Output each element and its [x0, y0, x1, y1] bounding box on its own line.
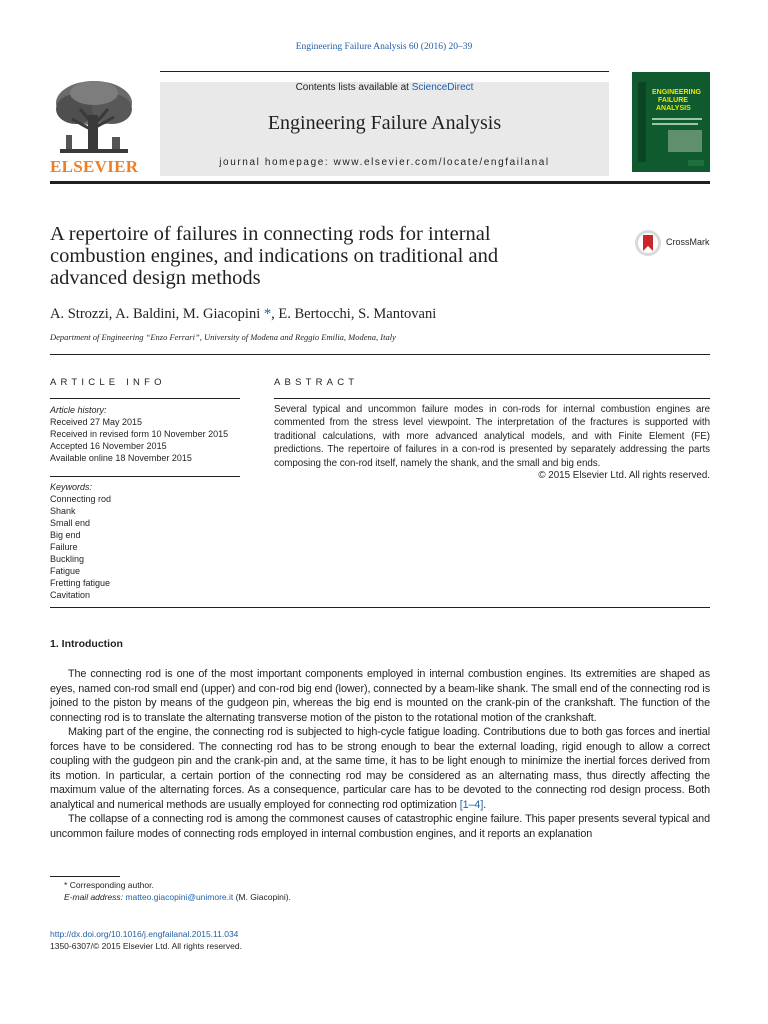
footnote-corresponding-text: Corresponding author. — [69, 880, 154, 890]
introduction-heading: 1. Introduction — [50, 638, 123, 650]
doi-block — [50, 929, 242, 952]
cover-title-3: ANALYSIS — [656, 105, 691, 112]
history-item: Received 27 May 2015 — [50, 417, 143, 427]
abstract-bottom-rule — [50, 607, 710, 608]
article-title: A repertoire of failures in connecting rods for internal combustion engines, and indications on traditional and advanced design methods — [50, 223, 499, 289]
paragraph — [50, 725, 710, 812]
abstract-heading: ABSTRACT — [274, 377, 359, 388]
article-info-rule — [50, 398, 240, 399]
email-name: (M. Giacopini). — [233, 891, 291, 902]
history-item: Received in revised form 10 November 2015 — [50, 429, 229, 439]
history-label: Article history: — [50, 405, 107, 415]
keyword-item: Shank — [50, 506, 76, 516]
doi-link[interactable]: http://dx.doi.org/10.1016/j.engfailanal.2015.11.034 — [50, 929, 239, 939]
abstract-copyright: © 2015 Elsevier Ltd. All rights reserved. — [538, 470, 710, 481]
authors-after: , E. Bertocchi, S. Mantovani — [271, 306, 437, 322]
article-info-top-rule — [50, 354, 710, 355]
journal-name: Engineering Failure Analysis — [267, 112, 502, 134]
paragraph-text: Making part of the engine, the connecting rod is subjected to high-cycle fatigue loading. Contributions due to both gas forces and inertial forces have to be considered. The connecting rod has to be strong enough to bear the external loading, rigid enough to allow a correct coupling with the gudgeon pin and the crank-pin and, at the same time, it has to be light enough to minimize the inertial forces derived from its motion. In particular, a certain portion of the connecting rod may be considered as an alternating mass, thus directly affecting the maximum value of the alternating forces. As a consequence, particular care has to be devoted to the connecting rod design process. Both analytical and numerical methods are usually employed for connecting rod optimization — [50, 726, 710, 811]
article-history — [50, 404, 240, 464]
paragraph: The connecting rod is one of the most important components employed in internal combustion engines. Its extremities are shaped as eyes, named con-rod small end (upper) and con-rod big end (lower), connected by a beam-like shank. The small end of the connecting rod is joined to the piston by means of the gudgeon pin, whereas the big end is mounted on the crank-pin of the crankshaft. The function of the connecting rod is to translate the alternating transverse motion of the piston to the rotational motion of the crankshaft. — [50, 668, 710, 724]
history-item: Accepted 16 November 2015 — [50, 441, 167, 451]
footnote-rule — [50, 876, 120, 877]
paragraph: The collapse of a connecting rod is among the commonest causes of catastrophic engine failure. This paper presents several typical and uncommon failure modes of connecting rods employed in internal combustion engines, and it reports an explanation — [50, 813, 710, 840]
journal-cover-thumbnail[interactable] — [632, 72, 710, 172]
footnote-email — [50, 892, 710, 904]
issn-line: 1350-6307/© 2015 Elsevier Ltd. All rights reserved. — [50, 940, 242, 951]
email-link[interactable]: matteo.giacopini@unimore.it — [125, 891, 234, 902]
authors-before: A. Strozzi, A. Baldini, M. Giacopini — [50, 306, 264, 322]
journal-homepage-line — [160, 157, 609, 168]
footnote — [50, 880, 710, 903]
cover-title-2: FAILURE — [658, 97, 688, 104]
contents-line — [160, 82, 609, 93]
sciencedirect-link[interactable]: ScienceDirect — [411, 82, 474, 93]
keyword-item: Fretting fatigue — [50, 578, 111, 588]
cover-title-1: ENGINEERING — [652, 89, 702, 96]
keyword-item: Fatigue — [50, 566, 81, 576]
keyword-item: Failure — [50, 542, 78, 552]
contents-prefix: Contents lists available at — [295, 82, 412, 93]
article-info-heading: ARTICLE INFO — [50, 377, 166, 388]
footnote-mark: * — [64, 880, 68, 890]
keywords-rule — [50, 476, 240, 477]
abstract-rule — [274, 398, 710, 399]
paragraph-text: . — [483, 798, 487, 811]
homepage-prefix: journal homepage: — [219, 157, 334, 168]
crossmark-label[interactable]: CrossMark — [666, 237, 710, 247]
journal-citation-link[interactable]: Engineering Failure Analysis 60 (2016) 20–39 — [295, 42, 473, 52]
footnote-corresponding — [50, 880, 710, 892]
keyword-item: Big end — [50, 530, 81, 540]
history-item: Available online 18 November 2015 — [50, 453, 192, 463]
abstract-text: Several typical and uncommon failure modes in con-rods for internal combustion engines are commented from the stress level viewpoint. The interpretation of the fractures is supported with traditional calculations, with more advanced analytical models, and with Finite Element (FE) predictions. The repertoire of failures in a con-rod is presented by separately addressing the parts composing the con-rod itself, namely the shank, and the small and big ends. — [274, 404, 710, 469]
elsevier-wordmark: ELSEVIER — [50, 157, 139, 176]
keyword-item: Buckling — [50, 554, 85, 564]
introduction-body — [50, 667, 710, 841]
header-top-rule — [160, 71, 609, 72]
keywords-list — [50, 481, 240, 601]
keyword-item: Connecting rod — [50, 494, 112, 504]
author-affiliation: Department of Engineering “Enzo Ferrari”, University of Modena and Reggio Emilia, Modena, Italy — [50, 332, 396, 342]
keyword-item: Cavitation — [50, 590, 91, 600]
author-list — [50, 306, 436, 323]
keyword-item: Small end — [50, 518, 91, 528]
homepage-link[interactable]: www.elsevier.com/locate/engfailanal — [333, 157, 550, 168]
header-bottom-rule — [50, 181, 710, 184]
keywords-label: Keywords: — [50, 482, 93, 492]
reference-link[interactable]: [1–4] — [459, 798, 484, 811]
corresponding-author-mark[interactable]: * — [263, 306, 272, 322]
email-label: E-mail address: — [64, 891, 126, 902]
